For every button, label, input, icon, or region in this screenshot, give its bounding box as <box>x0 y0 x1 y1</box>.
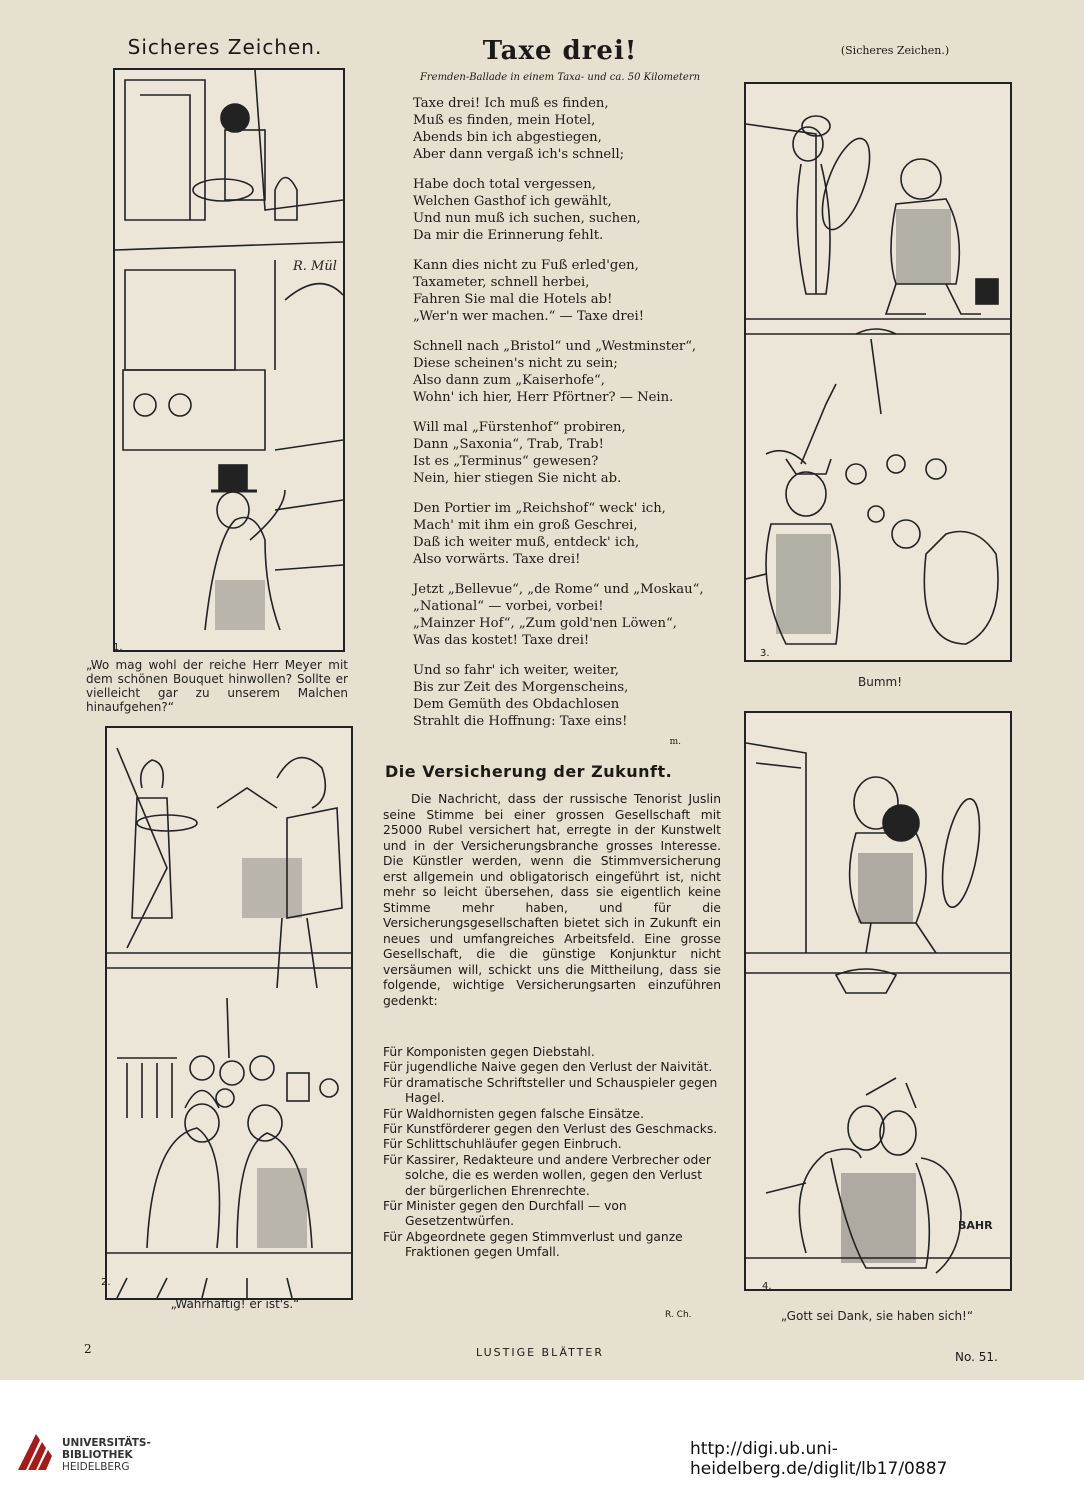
poem-line: Also vorwärts. Taxe drei! <box>413 552 581 567</box>
poem-line: Will mal „Fürstenhof“ probiren, <box>413 420 626 435</box>
poem-line: „Mainzer Hof“, „Zum gold'nen Löwen“, <box>413 616 677 631</box>
poem-stanza <box>413 257 713 325</box>
poem-stanza <box>413 500 713 568</box>
poem-line: Taxe drei! Ich muß es finden, <box>413 96 609 111</box>
list-item: Für jugendliche Naive gegen den Verlust der Naivität. <box>383 1060 713 1075</box>
right-heading: (Sicheres Zeichen.) <box>840 44 950 57</box>
list-item: Für Waldhornisten gegen falsche Einsätze. <box>383 1106 644 1121</box>
poem-line: Diese scheinen's nicht zu sein; <box>413 356 618 371</box>
library-name <box>62 1437 151 1473</box>
poem-line: Aber dann vergaß ich's schnell; <box>413 147 625 162</box>
poem-line: Den Portier im „Reichshof“ weck' ich, <box>413 501 666 516</box>
insurance-list <box>383 1045 721 1261</box>
panel-1-number: 1. <box>113 642 123 653</box>
poem-line: „Wer'n wer machen.“ — Taxe drei! <box>413 309 645 324</box>
poem-signature: m. <box>669 737 681 747</box>
poem-line: Abends bin ich abgestiegen, <box>413 130 602 145</box>
poem-line: Da mir die Erinnerung fehlt. <box>413 228 604 243</box>
panel-2-number: 2. <box>101 1277 111 1288</box>
article-body: Die Nachricht, dass der russische Tenorist Juslin seine Stimme bei einer grossen Gesellschaft mit 25000 Rubel versichert hat, erregte in der Kunstwelt und in der Versicherungsbranche grosses Interesse. Die Künstler werden, wenn die Stimmversicherung erst allgemein und obligatorisch eingeführt ist, nicht mehr so leicht übersehen, dass sie eigentlich keine Stimme mehr haben, und für die Versicherungsgesellschaften bietet sich in Zukunft ein neues und umfangreiches Arbeitsfeld. Eine grosse Gesellschaft, die die günstige Konjunktur nicht versäumen will, schickt uns die Mittheilung, dass sie folgende, wichtige Versicherungsarten einzuführen gedenkt: <box>383 792 721 1008</box>
poem-line: Und so fahr' ich weiter, weiter, <box>413 663 619 678</box>
poem-line: Daß ich weiter muß, entdeck' ich, <box>413 535 640 550</box>
panel-4-number: 4. <box>762 1281 772 1292</box>
cartoon-panel-3 <box>744 82 1012 662</box>
poem-line: Ist es „Terminus“ gewesen? <box>413 454 599 469</box>
magazine-name: LUSTIGE BLÄTTER <box>476 1346 604 1359</box>
poem-line: Also dann zum „Kaiserhofe“, <box>413 373 605 388</box>
cartoon-panel-2 <box>105 726 353 1300</box>
cartoon-3-illustration <box>746 84 1010 660</box>
poem-stanza <box>413 338 713 406</box>
poem-line: Schnell nach „Bristol“ und „Westminster“, <box>413 339 697 354</box>
panel-3-caption: Bumm! <box>857 675 903 689</box>
list-item: Für Komponisten gegen Diebstahl. <box>383 1045 595 1059</box>
poem-line: Dann „Saxonia“, Trab, Trab! <box>413 437 604 452</box>
list-item: Für Abgeordnete gegen Stimmverlust und ganze Fraktionen gegen Umfall. <box>383 1229 683 1260</box>
cartoon-2-illustration <box>107 728 351 1298</box>
list-item: Für dramatische Schriftsteller und Schauspieler gegen Hagel. <box>383 1075 718 1106</box>
poem-line: Strahlt die Hoffnung: Taxe eins! <box>413 714 628 729</box>
poem-line: Jetzt „Bellevue“, „de Rome“ und „Moskau“, <box>413 582 704 597</box>
cartoon-4-illustration <box>746 713 1010 1289</box>
poem-line: Bis zur Zeit des Morgenscheins, <box>413 680 629 695</box>
left-heading: Sicheres Zeichen. <box>127 35 323 59</box>
poem-stanza <box>413 95 713 163</box>
issue-number: No. 51. <box>955 1350 998 1364</box>
poem-line: Welchen Gasthof ich gewählt, <box>413 194 612 209</box>
shop-sign-text: R. Mül <box>293 259 337 274</box>
article-title: Die Versicherung der Zukunft. <box>385 762 673 781</box>
poem-line: „National“ — vorbei, vorbei! <box>413 599 604 614</box>
list-item: Für Kassirer, Redakteure und andere Verbrecher oder solche, die es werden wollen, gegen den Verlust der bürgerlichen Ehrenrechte. <box>383 1152 711 1198</box>
cartoon-panel-1 <box>113 68 345 652</box>
cartoon-1-illustration <box>115 70 343 650</box>
poem-line: Wohn' ich hier, Herr Pförtner? — Nein. <box>413 390 674 405</box>
poem-stanza <box>413 176 713 244</box>
cartoon-panel-4 <box>744 711 1012 1291</box>
library-logo-icon <box>14 1430 58 1474</box>
panel-4-caption: „Gott sei Dank, sie haben sich!“ <box>780 1309 974 1323</box>
poem-stanza <box>413 581 713 649</box>
poem-line: Und nun muß ich suchen, suchen, <box>413 211 641 226</box>
poem-line: Mach' mit ihm ein groß Geschrei, <box>413 518 638 533</box>
panel-3-number: 3. <box>760 648 770 659</box>
poem-line: Muß es finden, mein Hotel, <box>413 113 596 128</box>
library-name-line: HEIDELBERG <box>62 1461 130 1473</box>
list-item: Für Schlittschuhläufer gegen Einbruch. <box>383 1137 622 1152</box>
list-item: Für Minister gegen den Durchfall — von Gesetzentwürfen. <box>383 1199 627 1229</box>
poem-line: Dem Gemüth des Obdachlosen <box>413 697 620 712</box>
panel-1-caption: „Wo mag wohl der reiche Herr Meyer mit dem schönen Bouquet hinwollen? Sollte er vielleicht gar zu unserem Malchen hinaufgehen?“ <box>86 658 348 714</box>
artist-signature: BAHR <box>958 1219 993 1232</box>
poem-body <box>413 95 713 751</box>
poem-line: Was das kostet! Taxe drei! <box>413 633 590 648</box>
poem-stanza <box>413 662 713 730</box>
poem-stanza <box>413 419 713 487</box>
poem-line: Fahren Sie mal die Hotels ab! <box>413 292 613 307</box>
poem-subtitle: Fremden-Ballade in einem Taxa- und ca. 50 Kilometern <box>419 72 701 83</box>
library-name-line: UNIVERSITÄTS- <box>62 1437 151 1449</box>
library-name-line: BIBLIOTHEK <box>62 1449 133 1461</box>
page-number: 2 <box>84 1342 92 1356</box>
panel-2-caption: „Wahrhaftig! er ist's.“ <box>170 1297 300 1311</box>
article-signature: R. Ch. <box>665 1310 692 1320</box>
poem-title: Taxe drei! <box>482 36 638 66</box>
list-item: Für Kunstförderer gegen den Verlust des Geschmacks. <box>383 1122 718 1137</box>
poem-line: Taxameter, schnell herbei, <box>413 275 590 290</box>
source-url[interactable]: http://digi.ub.uni-heidelberg.de/diglit/lb17/0887 <box>690 1439 948 1479</box>
poem-line: Kann dies nicht zu Fuß erled'gen, <box>413 258 639 273</box>
poem-line: Nein, hier stiegen Sie nicht ab. <box>413 471 622 486</box>
poem-line: Habe doch total vergessen, <box>413 177 596 192</box>
